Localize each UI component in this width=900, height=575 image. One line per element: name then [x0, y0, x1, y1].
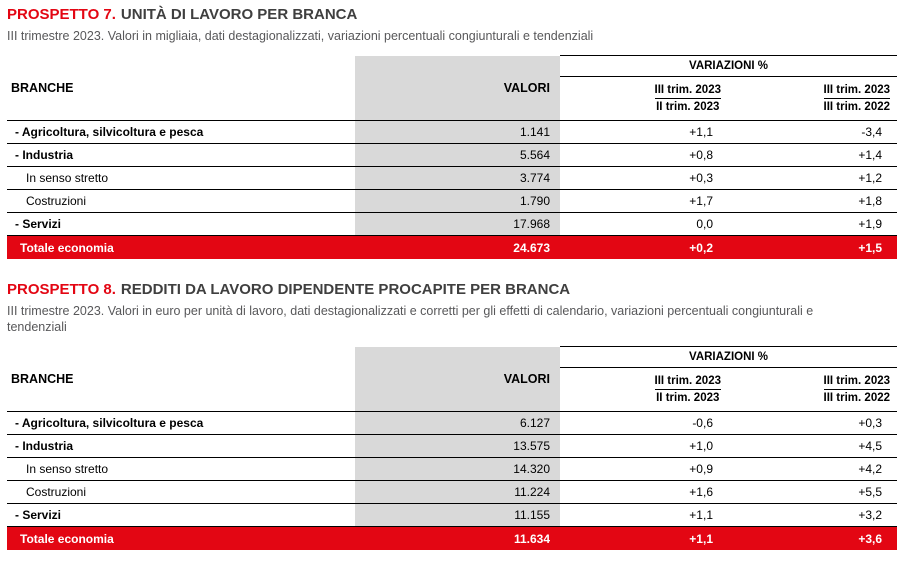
row-value: 17.968 — [355, 213, 560, 236]
row-value: 11.155 — [355, 504, 560, 527]
prospetto-7-title-text: UNITÀ DI LAVORO PER BRANCA — [120, 6, 358, 23]
tendenziale-numerator: III trim. 2023 — [824, 374, 890, 390]
row-value: 5.564 — [355, 144, 560, 167]
column-header-variazioni: VARIAZIONI % — [560, 56, 897, 77]
total-row-value: 24.673 — [355, 236, 560, 259]
column-header-valori: VALORI — [355, 347, 560, 412]
total-row — [7, 527, 897, 550]
prospetto-8-subtitle: III trimestre 2023. Valori in euro per unità di lavoro, dati destagionalizzati e corretti per gli effetti di calendario, variazioni percentuali congiunturali e tendenziali — [7, 303, 814, 334]
tendenziale-numerator: III trim. 2023 — [824, 83, 890, 99]
row-var-tendenziale: +1,2 — [728, 167, 897, 190]
row-value: 11.224 — [355, 481, 560, 504]
table-row — [7, 458, 897, 481]
row-label: Costruzioni — [7, 481, 355, 504]
congiunturale-denominator: II trim. 2023 — [656, 392, 720, 405]
total-row-var-tendenziale: +1,5 — [728, 236, 897, 259]
row-var-tendenziale: +0,3 — [728, 412, 897, 435]
tendenziale-fraction — [824, 83, 890, 115]
row-label: In senso stretto — [7, 167, 355, 190]
row-var-congiunturale: +1,7 — [560, 190, 728, 213]
column-header-branche: BRANCHE — [7, 56, 355, 121]
row-label: Costruzioni — [7, 190, 355, 213]
table-row — [7, 190, 897, 213]
column-header-congiunturale — [560, 77, 728, 121]
row-label: - Industria — [7, 435, 355, 458]
row-label: - Agricoltura, silvicoltura e pesca — [7, 412, 355, 435]
row-var-tendenziale: -3,4 — [728, 121, 897, 144]
row-value: 14.320 — [355, 458, 560, 481]
congiunturale-numerator: III trim. 2023 — [655, 83, 721, 99]
total-row-label: Totale economia — [7, 527, 355, 550]
congiunturale-fraction — [655, 374, 721, 406]
total-row — [7, 236, 897, 259]
congiunturale-fraction — [655, 83, 721, 115]
header-row-variazioni — [7, 347, 897, 368]
header-row-variazioni — [7, 56, 897, 77]
column-header-tendenziale — [728, 77, 897, 121]
prospetto-8-section — [7, 281, 895, 550]
column-header-congiunturale — [560, 368, 728, 412]
row-var-congiunturale: +0,9 — [560, 458, 728, 481]
row-var-congiunturale: +0,8 — [560, 144, 728, 167]
row-var-tendenziale: +3,2 — [728, 504, 897, 527]
column-header-valori: VALORI — [355, 56, 560, 121]
total-row-var-congiunturale: +1,1 — [560, 527, 728, 550]
total-row-label: Totale economia — [7, 236, 355, 259]
tendenziale-fraction — [824, 374, 890, 406]
table-row — [7, 481, 897, 504]
table-row — [7, 435, 897, 458]
row-var-tendenziale: +4,2 — [728, 458, 897, 481]
row-var-tendenziale: +5,5 — [728, 481, 897, 504]
row-var-congiunturale: +1,0 — [560, 435, 728, 458]
row-var-congiunturale: +1,6 — [560, 481, 728, 504]
row-var-tendenziale: +1,8 — [728, 190, 897, 213]
congiunturale-numerator: III trim. 2023 — [655, 374, 721, 390]
row-var-tendenziale: +1,4 — [728, 144, 897, 167]
total-row-var-tendenziale: +3,6 — [728, 527, 897, 550]
table-row — [7, 412, 897, 435]
tendenziale-denominator: III trim. 2022 — [823, 101, 891, 114]
table-row — [7, 144, 897, 167]
prospetto-8-title — [7, 281, 895, 299]
row-var-congiunturale: -0,6 — [560, 412, 728, 435]
prospetto-8-table — [7, 346, 897, 550]
row-var-tendenziale: +1,9 — [728, 213, 897, 236]
table-row — [7, 504, 897, 527]
prospetto-8-title-text: REDDITI DA LAVORO DIPENDENTE PROCAPITE PER BRANCA — [120, 280, 571, 298]
row-value: 13.575 — [355, 435, 560, 458]
row-value: 3.774 — [355, 167, 560, 190]
row-var-congiunturale: +0,3 — [560, 167, 728, 190]
row-value: 6.127 — [355, 412, 560, 435]
column-header-branche: BRANCHE — [7, 347, 355, 412]
prospetto-7-number: PROSPETTO 7. — [7, 6, 116, 23]
table-row — [7, 213, 897, 236]
tendenziale-denominator: III trim. 2022 — [823, 392, 891, 405]
total-row-var-congiunturale: +0,2 — [560, 236, 728, 259]
table-row — [7, 167, 897, 190]
row-label: - Agricoltura, silvicoltura e pesca — [7, 121, 355, 144]
prospetto-7-subtitle: III trimestre 2023. Valori in migliaia, dati destagionalizzati, variazioni percentuali congiunturali e tendenziali — [7, 29, 594, 43]
row-label: - Servizi — [7, 504, 355, 527]
prospetto-8-number: PROSPETTO 8. — [7, 280, 116, 298]
row-var-tendenziale: +4,5 — [728, 435, 897, 458]
column-header-tendenziale — [728, 368, 897, 412]
prospetto-7-title — [7, 6, 895, 24]
row-value: 1.790 — [355, 190, 560, 213]
row-label: - Industria — [7, 144, 355, 167]
row-var-congiunturale: +1,1 — [560, 504, 728, 527]
row-value: 1.141 — [355, 121, 560, 144]
row-label: In senso stretto — [7, 458, 355, 481]
prospetto-7-table — [7, 55, 897, 259]
congiunturale-denominator: II trim. 2023 — [656, 101, 720, 114]
prospetto-7-section — [7, 6, 895, 259]
total-row-value: 11.634 — [355, 527, 560, 550]
row-var-congiunturale: +1,1 — [560, 121, 728, 144]
column-header-variazioni: VARIAZIONI % — [560, 347, 897, 368]
row-label: - Servizi — [7, 213, 355, 236]
table-row — [7, 121, 897, 144]
row-var-congiunturale: 0,0 — [560, 213, 728, 236]
